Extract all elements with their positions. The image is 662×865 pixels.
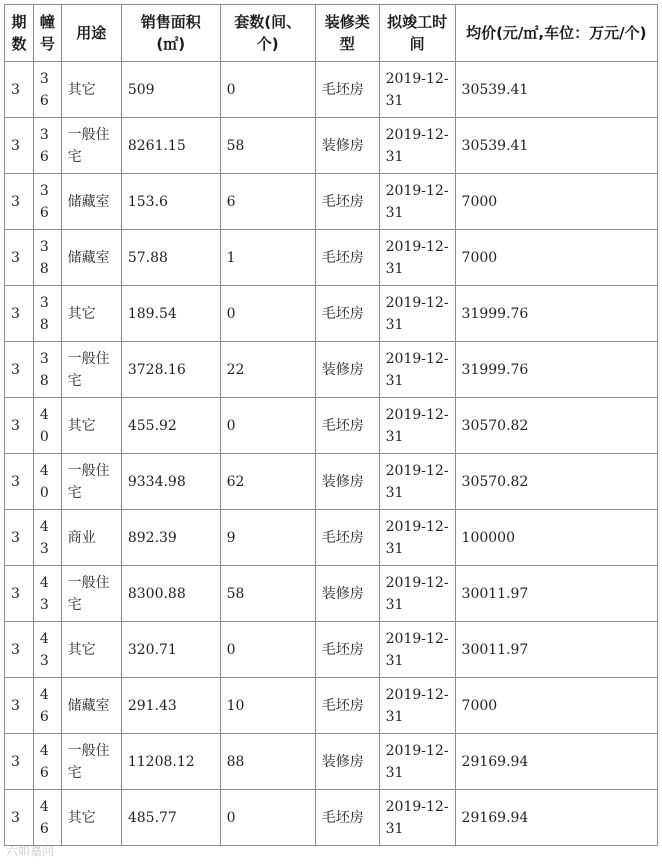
cell-units: 0 <box>220 790 315 846</box>
cell-building: 46 <box>33 734 61 790</box>
table-row <box>5 622 658 678</box>
cell-units: 58 <box>220 566 315 622</box>
table-row <box>5 398 658 454</box>
cell-area: 509 <box>121 62 220 118</box>
table-body <box>5 62 658 846</box>
cell-area: 8261.15 <box>121 118 220 174</box>
cell-area: 485.77 <box>121 790 220 846</box>
cell-area: 153.6 <box>121 174 220 230</box>
cell-usage: 商业 <box>61 510 121 566</box>
table-row <box>5 118 658 174</box>
cell-completion-date: 2019-12-31 <box>379 174 455 230</box>
cell-building: 38 <box>33 342 61 398</box>
cell-avg-price: 7000 <box>455 174 657 230</box>
cell-finish-type: 毛坯房 <box>315 398 379 454</box>
cell-completion-date: 2019-12-31 <box>379 790 455 846</box>
cell-completion-date: 2019-12-31 <box>379 622 455 678</box>
cell-usage: 一般住宅 <box>61 566 121 622</box>
cell-usage: 其它 <box>61 286 121 342</box>
cell-usage: 一般住宅 <box>61 454 121 510</box>
cell-completion-date: 2019-12-31 <box>379 286 455 342</box>
cell-building: 43 <box>33 566 61 622</box>
cell-avg-price: 30570.82 <box>455 398 657 454</box>
cell-area: 9334.98 <box>121 454 220 510</box>
cell-completion-date: 2019-12-31 <box>379 734 455 790</box>
cell-phase: 3 <box>5 118 34 174</box>
cell-completion-date: 2019-12-31 <box>379 342 455 398</box>
cell-area: 189.54 <box>121 286 220 342</box>
cell-building: 43 <box>33 510 61 566</box>
cell-usage: 其它 <box>61 622 121 678</box>
cell-units: 9 <box>220 510 315 566</box>
cell-units: 22 <box>220 342 315 398</box>
cell-phase: 3 <box>5 174 34 230</box>
cell-area: 892.39 <box>121 510 220 566</box>
cell-units: 0 <box>220 398 315 454</box>
cell-finish-type: 毛坯房 <box>315 62 379 118</box>
cell-avg-price: 31999.76 <box>455 342 657 398</box>
cell-phase: 3 <box>5 286 34 342</box>
cell-units: 10 <box>220 678 315 734</box>
cell-avg-price: 30539.41 <box>455 62 657 118</box>
cell-usage: 一般住宅 <box>61 734 121 790</box>
cell-finish-type: 毛坯房 <box>315 230 379 286</box>
cell-finish-type: 毛坯房 <box>315 790 379 846</box>
cell-units: 1 <box>220 230 315 286</box>
cell-finish-type: 毛坯房 <box>315 678 379 734</box>
cell-completion-date: 2019-12-31 <box>379 230 455 286</box>
cell-phase: 3 <box>5 62 34 118</box>
cell-phase: 3 <box>5 342 34 398</box>
sales-table <box>4 4 658 846</box>
cell-building: 40 <box>33 454 61 510</box>
cell-building: 36 <box>33 118 61 174</box>
table-row <box>5 566 658 622</box>
cell-completion-date: 2019-12-31 <box>379 454 455 510</box>
cell-finish-type: 装修房 <box>315 454 379 510</box>
cell-area: 11208.12 <box>121 734 220 790</box>
header-row <box>5 5 658 62</box>
table-row <box>5 790 658 846</box>
table-row <box>5 454 658 510</box>
cell-phase: 3 <box>5 398 34 454</box>
cell-finish-type: 毛坯房 <box>315 510 379 566</box>
cell-avg-price: 30570.82 <box>455 454 657 510</box>
cell-area: 320.71 <box>121 622 220 678</box>
cell-usage: 其它 <box>61 790 121 846</box>
cell-building: 36 <box>33 174 61 230</box>
cell-finish-type: 毛坯房 <box>315 286 379 342</box>
header-building: 幢号 <box>33 5 61 62</box>
cell-usage: 其它 <box>61 398 121 454</box>
cell-avg-price: 29169.94 <box>455 734 657 790</box>
cell-usage: 储藏室 <box>61 230 121 286</box>
cell-phase: 3 <box>5 510 34 566</box>
cell-usage: 一般住宅 <box>61 118 121 174</box>
cell-finish-type: 装修房 <box>315 566 379 622</box>
cell-avg-price: 30011.97 <box>455 622 657 678</box>
header-avg-price: 均价(元/㎡,车位：万元/个) <box>455 5 657 62</box>
cell-avg-price: 7000 <box>455 230 657 286</box>
table-row <box>5 678 658 734</box>
cell-avg-price: 100000 <box>455 510 657 566</box>
cell-units: 0 <box>220 286 315 342</box>
header-usage: 用途 <box>61 5 121 62</box>
cell-phase: 3 <box>5 566 34 622</box>
table-row <box>5 734 658 790</box>
cell-building: 38 <box>33 286 61 342</box>
cell-phase: 3 <box>5 230 34 286</box>
cell-avg-price: 29169.94 <box>455 790 657 846</box>
cell-area: 57.88 <box>121 230 220 286</box>
cell-area: 455.92 <box>121 398 220 454</box>
cell-finish-type: 装修房 <box>315 734 379 790</box>
cell-area: 3728.16 <box>121 342 220 398</box>
cell-finish-type: 装修房 <box>315 118 379 174</box>
cell-building: 40 <box>33 398 61 454</box>
cell-building: 36 <box>33 62 61 118</box>
header-finish-type: 装修类型 <box>315 5 379 62</box>
cell-phase: 3 <box>5 622 34 678</box>
cell-finish-type: 毛坯房 <box>315 174 379 230</box>
cell-building: 46 <box>33 790 61 846</box>
header-area: 销售面积(㎡) <box>121 5 220 62</box>
table-row <box>5 174 658 230</box>
cell-completion-date: 2019-12-31 <box>379 118 455 174</box>
cell-phase: 3 <box>5 678 34 734</box>
header-units: 套数(间、个) <box>220 5 315 62</box>
table-row <box>5 510 658 566</box>
cell-completion-date: 2019-12-31 <box>379 62 455 118</box>
cell-units: 0 <box>220 622 315 678</box>
cell-building: 43 <box>33 622 61 678</box>
table-row <box>5 286 658 342</box>
cell-units: 62 <box>220 454 315 510</box>
table-row <box>5 62 658 118</box>
cell-building: 38 <box>33 230 61 286</box>
cell-avg-price: 30011.97 <box>455 566 657 622</box>
cell-finish-type: 毛坯房 <box>315 622 379 678</box>
cell-units: 88 <box>220 734 315 790</box>
cell-usage: 一般住宅 <box>61 342 121 398</box>
cell-units: 58 <box>220 118 315 174</box>
cell-usage: 储藏室 <box>61 678 121 734</box>
cell-area: 8300.88 <box>121 566 220 622</box>
cell-completion-date: 2019-12-31 <box>379 678 455 734</box>
cell-completion-date: 2019-12-31 <box>379 510 455 566</box>
cell-completion-date: 2019-12-31 <box>379 398 455 454</box>
cell-area: 291.43 <box>121 678 220 734</box>
header-phase: 期数 <box>5 5 34 62</box>
cell-usage: 储藏室 <box>61 174 121 230</box>
cell-avg-price: 7000 <box>455 678 657 734</box>
cell-units: 6 <box>220 174 315 230</box>
cell-finish-type: 装修房 <box>315 342 379 398</box>
cell-avg-price: 31999.76 <box>455 286 657 342</box>
table-header <box>5 5 658 62</box>
cell-phase: 3 <box>5 790 34 846</box>
cell-avg-price: 30539.41 <box>455 118 657 174</box>
cell-phase: 3 <box>5 734 34 790</box>
watermark: 六如嘉问 <box>6 844 55 858</box>
cell-usage: 其它 <box>61 62 121 118</box>
table-row <box>5 230 658 286</box>
table-row <box>5 342 658 398</box>
cell-units: 0 <box>220 62 315 118</box>
cell-phase: 3 <box>5 454 34 510</box>
cell-building: 46 <box>33 678 61 734</box>
cell-completion-date: 2019-12-31 <box>379 566 455 622</box>
header-completion-date: 拟竣工时间 <box>379 5 455 62</box>
